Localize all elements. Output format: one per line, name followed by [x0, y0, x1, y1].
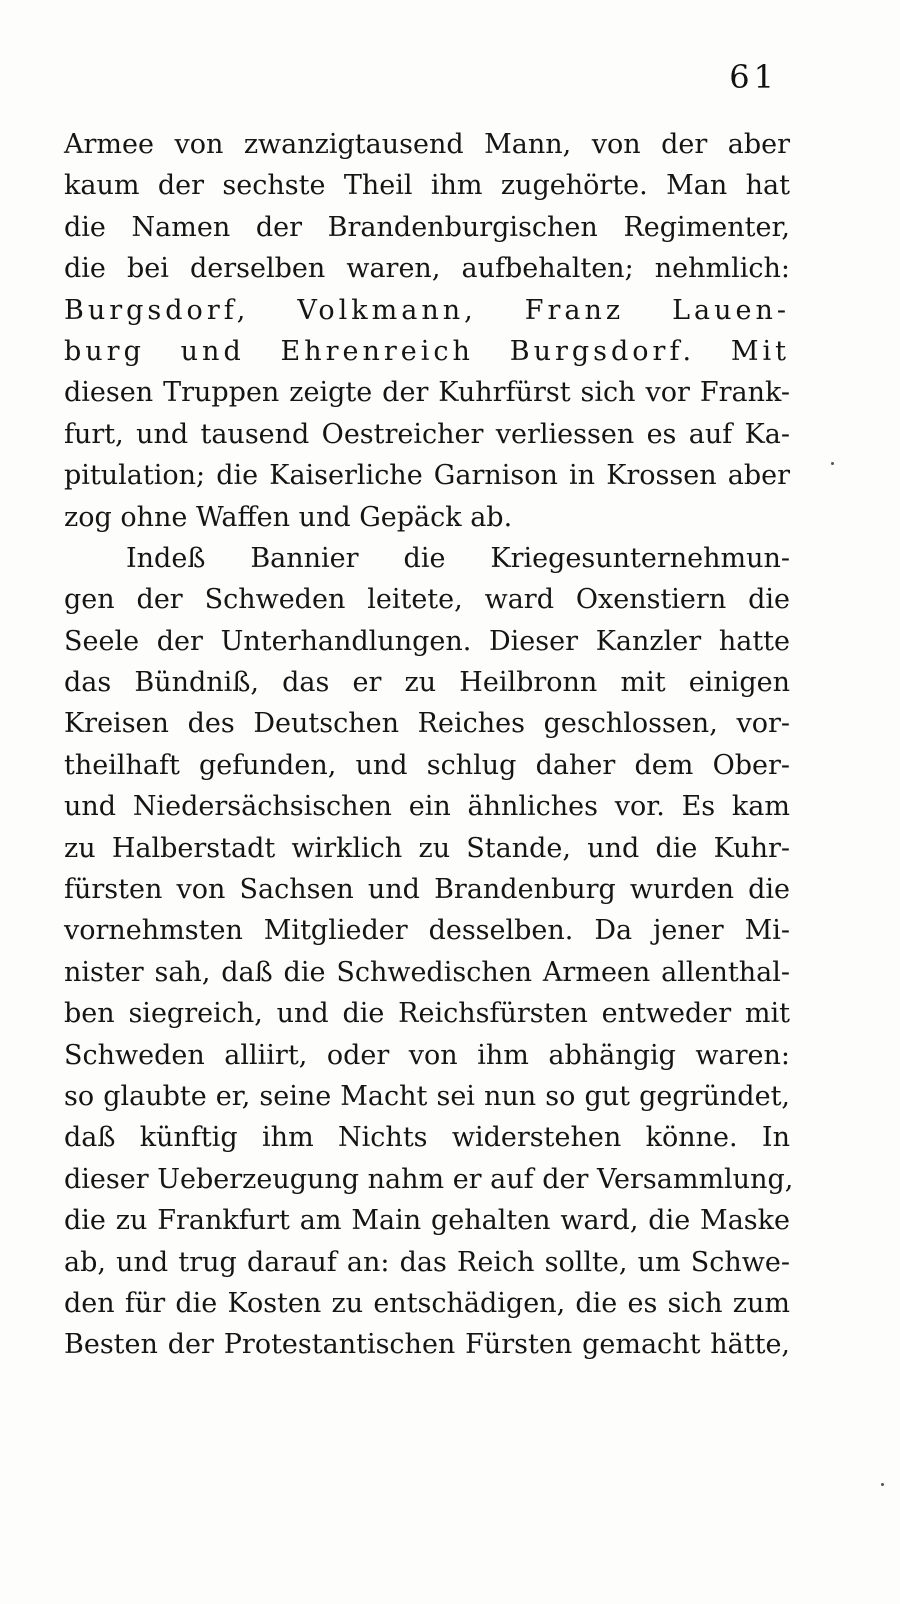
- page-number: 61: [729, 58, 778, 96]
- paper-speck: [881, 1483, 884, 1486]
- body-text: [64, 124, 794, 1366]
- text-line: Besten der Protestantischen Fürsten gemacht hätte,: [64, 1329, 790, 1361]
- text-line: ben siegreich, und die Reichsfürsten entweder mit: [64, 998, 790, 1030]
- text-line: burg und Ehrenreich Burgsdorf. Mit: [64, 335, 790, 367]
- text-line: das Bündniß, das er zu Heilbronn mit einigen: [64, 667, 790, 699]
- text-line: theilhaft gefunden, und schlug daher dem Ober-: [64, 749, 790, 781]
- text-line: diesen Truppen zeigte der Kuhrfürst sich vor Frank-: [64, 377, 790, 409]
- text-line: den für die Kosten zu entschädigen, die es sich zum: [64, 1287, 790, 1319]
- text-line: Burgsdorf, Volkmann, Franz Lauen-: [64, 294, 790, 326]
- text-line: die zu Frankfurt am Main gehalten ward, die Maske: [64, 1205, 790, 1237]
- text-line: die Namen der Brandenburgischen Regimenter,: [64, 211, 790, 243]
- text-line: Kreisen des Deutschen Reiches geschlossen, vor-: [64, 708, 790, 740]
- text-line: furt, und tausend Oestreicher verliessen es auf Ka-: [64, 418, 790, 450]
- text-line: dieser Ueberzeugung nahm er auf der Versammlung,: [64, 1163, 794, 1195]
- text-line: zog ohne Waffen und Gepäck ab.: [64, 501, 513, 533]
- text-line: vornehmsten Mitglieder desselben. Da jener Mi-: [64, 915, 790, 947]
- text-line: kaum der sechste Theil ihm zugehörte. Man hat: [64, 170, 790, 202]
- text-line: so glaubte er, seine Macht sei nun so gut gegründet,: [64, 1080, 790, 1112]
- text-line: zu Halberstadt wirklich zu Stande, und die Kuhr-: [64, 832, 790, 864]
- text-line: daß künftig ihm Nichts widerstehen könne. In: [64, 1122, 790, 1154]
- text-line: Seele der Unterhandlungen. Dieser Kanzler hatte: [64, 625, 790, 657]
- paragraph-start-line: Indeß Bannier die Kriegesunternehmun-: [126, 542, 790, 574]
- paper-speck: [831, 462, 834, 465]
- text-line: pitulation; die Kaiserliche Garnison in Krossen aber: [64, 460, 790, 492]
- text-line: und Niedersächsischen ein ähnliches vor. Es kam: [64, 791, 790, 823]
- text-line: nister sah, daß die Schwedischen Armeen allenthal-: [64, 956, 790, 988]
- text-line: die bei derselben waren, aufbehalten; nehmlich:: [64, 253, 790, 285]
- text-line: gen der Schweden leitete, ward Oxenstiern die: [64, 584, 790, 616]
- text-line: ab, und trug darauf an: das Reich sollte, um Schwe-: [64, 1246, 790, 1278]
- text-line: fürsten von Sachsen und Brandenburg wurden die: [64, 874, 790, 906]
- text-line: Schweden alliirt, oder von ihm abhängig waren:: [64, 1039, 790, 1071]
- text-line: Armee von zwanzigtausend Mann, von der aber: [64, 129, 790, 160]
